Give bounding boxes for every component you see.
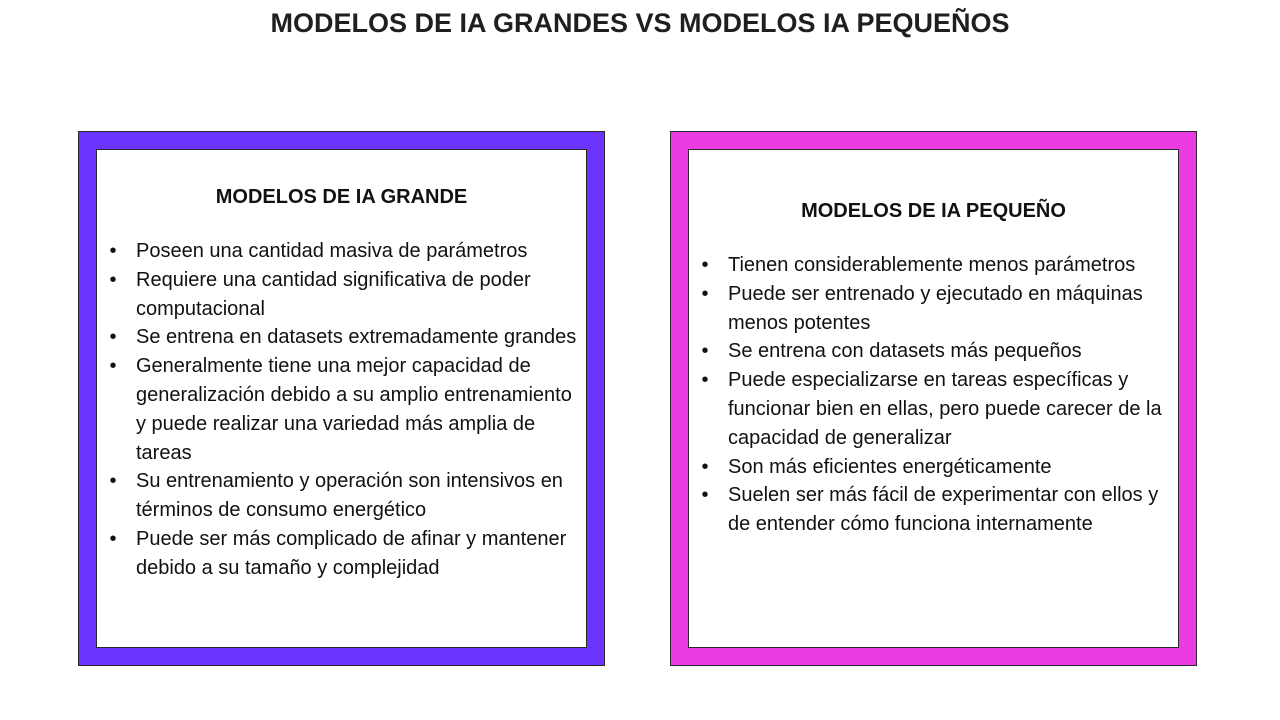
list-item [97, 467, 586, 525]
bullet-icon: • [109, 240, 117, 262]
list-item [97, 352, 586, 467]
list-item [97, 266, 586, 324]
list-item-text: Se entrena con datasets más pequeños [728, 340, 1082, 363]
list-item [689, 251, 1178, 280]
list-item [689, 280, 1178, 338]
bullet-icon: • [109, 268, 117, 291]
bullet-icon: • [109, 470, 117, 493]
bullet-icon: • [109, 326, 117, 349]
list-item [97, 323, 586, 352]
list-item [689, 337, 1178, 366]
list-item-text: Se entrena en datasets extremadamente grandes [136, 326, 577, 349]
bullet-icon: • [109, 355, 117, 378]
list-item-text: Generalmente tiene una mejor capacidad de generalización debido a su amplio entrenamiento y puede realizar una variedad más amplia de tareas [136, 355, 572, 464]
bullet-icon: • [701, 254, 709, 276]
list-item-text: Puede ser entrenado y ejecutado en máquinas menos potentes [728, 282, 1143, 334]
list-item-text: Su entrenamiento y operación son intensivos en términos de consumo energético [136, 470, 563, 522]
small-models-list [689, 251, 1178, 539]
small-models-heading: MODELOS DE IA PEQUEÑO [801, 200, 1066, 222]
list-item-text: Poseen una cantidad masiva de parámetros [136, 240, 528, 262]
list-item-text: Puede ser más complicado de afinar y mantener debido a su tamaño y complejidad [136, 527, 567, 579]
list-item [689, 453, 1178, 482]
bullet-icon: • [701, 340, 709, 363]
bullet-icon: • [701, 369, 709, 392]
large-models-heading: MODELOS DE IA GRANDE [215, 186, 468, 208]
list-item-text: Suelen ser más fácil de experimentar con ellos y de entender cómo funciona internamente [728, 484, 1159, 536]
bullet-icon: • [701, 282, 709, 305]
list-item-text: Puede especializarse en tareas específicas y funcionar bien en ellas, pero puede carecer de la capacidad de generalizar [728, 369, 1162, 449]
list-item-text: Tienen considerablemente menos parámetros [728, 254, 1136, 276]
small-models-content [688, 149, 1179, 648]
list-item [689, 481, 1178, 539]
list-item-text: Requiere una cantidad significativa de poder computacional [136, 268, 531, 320]
list-item [97, 525, 586, 583]
list-item [689, 366, 1178, 452]
large-models-panel [78, 131, 605, 666]
list-item-text: Son más eficientes energéticamente [728, 455, 1052, 478]
bullet-icon: • [701, 455, 709, 478]
slide-title: MODELOS DE IA GRANDES VS MODELOS IA PEQUEÑOS [270, 8, 1010, 38]
bullet-icon: • [701, 484, 709, 507]
large-models-list [97, 237, 586, 583]
large-models-content [96, 149, 587, 648]
list-item [97, 237, 586, 266]
small-models-panel [670, 131, 1197, 666]
bullet-icon: • [109, 527, 117, 550]
